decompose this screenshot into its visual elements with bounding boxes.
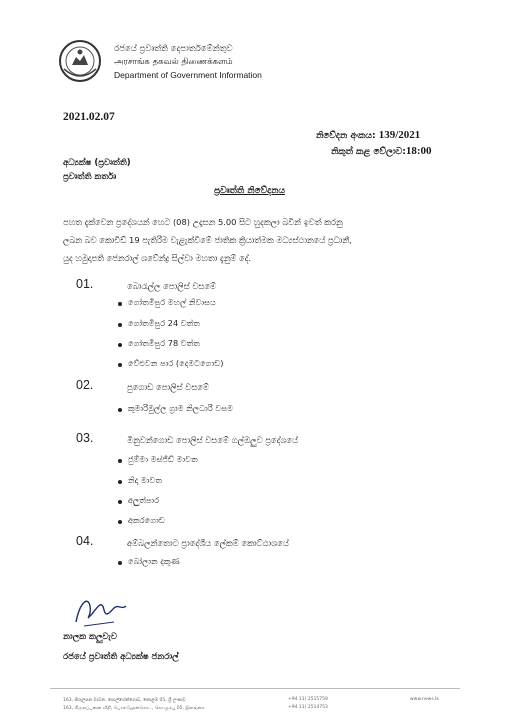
- bullet-icon: [118, 520, 122, 524]
- section-heading: අම්බලන්තොට ප්‍රාදේශීය ලේකම් කොට්ඨාශයේ: [127, 538, 289, 548]
- list-item: ගෝතමීපුර මහල් නිවාසය: [128, 297, 216, 307]
- list-item: අලුත්පාර: [128, 495, 160, 505]
- footer-divider: [50, 688, 460, 689]
- release-number-row: [316, 129, 420, 141]
- release-date: 2021.02.07: [63, 111, 115, 123]
- document-title: ප්‍රවෘත්ති නිවේදනය: [214, 186, 285, 196]
- body-line-1: පහත දැක්වෙන ප්‍රදේශයන් හෙට (08) උදෑසන 5.00 සිට හුදකලා බවින් ඉවත් කරනු: [63, 217, 343, 227]
- list-item: ජුම්මා මස්ජිඩ් මාවත: [128, 454, 198, 464]
- bullet-icon: [118, 323, 122, 327]
- section-number: 03.: [76, 431, 94, 445]
- release-number-label: නිවේදන අංකය:: [316, 131, 376, 141]
- footer-address-sinhala: 163, කිරුලපන මාවත, පොල්හේන්ගොඩ, කොළඹ 05, ශ්‍රී ලංකාව: [63, 698, 186, 703]
- footer-website: www.news.lk: [410, 697, 439, 702]
- section-number: 01.: [76, 277, 94, 291]
- bullet-icon: [118, 363, 122, 367]
- section-number: 02.: [76, 378, 94, 392]
- recipient-director: අධ්‍යක්ෂ (ප්‍රවෘත්ති): [63, 158, 131, 168]
- section-heading: බොරැල්ල පොලිස් වසමේ: [127, 281, 217, 291]
- bullet-icon: [118, 500, 122, 504]
- body-line-3: යුද හමුදාපති ජෙනරාල් ශවේන්ද්‍ර සිල්වා මහතා දැනුම් දේ.: [63, 253, 252, 263]
- recipient-editor: ප්‍රවෘත්ති කර්තෘ: [63, 172, 117, 182]
- body-line-2: ලබන බව කොවිඩ් 19 පැතිරීම වැළැක්වීමේ ජාතික ක්‍රියාත්මක මධ්‍යස්ථානයේ ප්‍රධානී,: [63, 235, 352, 245]
- bullet-icon: [118, 561, 122, 565]
- section-heading: මීනුවන්ගොඩ පොලිස් වසමේ ගල්ඔලුව ප්‍රදේශයේ: [127, 435, 299, 445]
- issued-time-row: [331, 145, 432, 157]
- footer-address-tamil: 163, கிருலப்பனை வீதி, பொல்ஹேன்கொட, கொழும்பு 05, இலங்கை: [63, 706, 205, 711]
- signature-icon: [70, 592, 130, 630]
- issued-time-label: නිකුත් කළ වේලාව:: [331, 147, 406, 157]
- section-heading: පුගොඩ පොලිස් වසමේ: [127, 382, 209, 392]
- issued-time: 18:00: [405, 145, 432, 157]
- footer-phone-2: +94 11) 2514753: [288, 705, 328, 710]
- list-item: අකරගොඩ: [128, 515, 165, 525]
- bullet-icon: [118, 480, 122, 484]
- bullet-icon: [118, 343, 122, 347]
- footer-phone-1: +94 11) 2515759: [288, 697, 328, 702]
- org-name-tamil: அரசாங்க தகவல் திணைக்களம்: [114, 57, 233, 67]
- bullet-icon: [118, 459, 122, 463]
- org-name-english: Department of Government Information: [114, 70, 262, 80]
- release-number: 139/2021: [378, 129, 421, 141]
- bullet-icon: [118, 408, 122, 412]
- list-item: කුමාරිමුල්ල ග්‍රාම නිලධාරි වසම: [128, 403, 234, 413]
- list-item: ගෝතමීපුර 78 වත්ත: [128, 338, 200, 348]
- list-item: බෝලාන දකුණ: [128, 556, 180, 566]
- list-item: ගෝතමීපුර 24 වත්ත: [128, 318, 200, 328]
- bullet-icon: [118, 302, 122, 306]
- section-number: 04.: [76, 534, 94, 548]
- signatory-designation: රජයේ ප්‍රවෘත්ති අධ්‍යක්ෂ ජනරාල්: [63, 652, 179, 662]
- list-item: නිදා මාවත: [128, 475, 163, 485]
- signatory-name: නාලක කලුවැව: [63, 632, 118, 642]
- sri-lanka-emblem-icon: [58, 39, 102, 83]
- org-name-sinhala: රජයේ ප්‍රවෘත්ති දෙපාර්තමේන්තුව: [114, 44, 233, 54]
- list-item: වේළුවන පාර (දෙමටගොඩ): [128, 358, 224, 368]
